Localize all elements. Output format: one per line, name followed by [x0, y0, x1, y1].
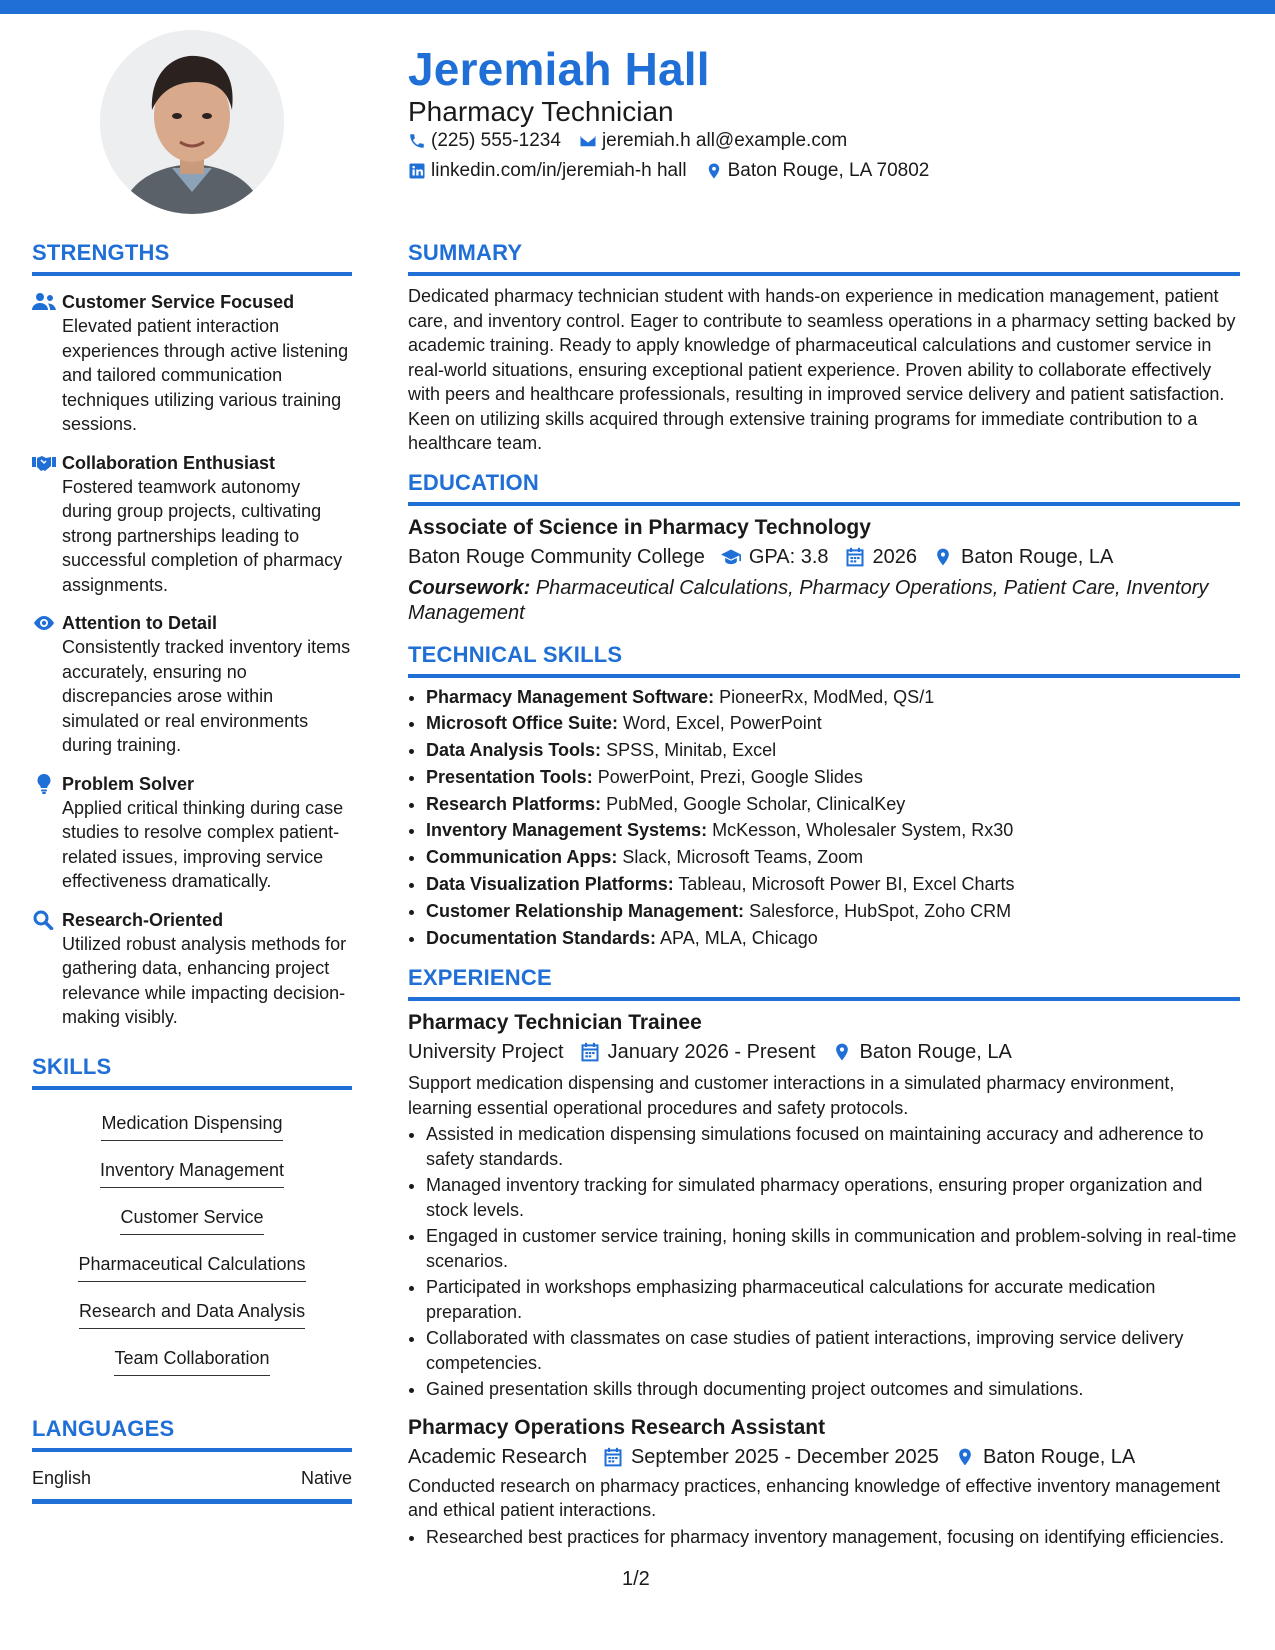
job-description: Support medication dispensing and customer interactions in a simulated pharmacy environment, learning essential operational procedures and safety protocols.: [408, 1073, 1175, 1118]
job-title: Pharmacy Operations Research Assistant: [408, 1415, 826, 1439]
calendar-icon: [845, 547, 865, 567]
strength-desc: Elevated patient interaction experiences through active listening and tailored communication techniques utilizing various training sessions.: [62, 316, 349, 434]
job-title: Pharmacy Technician Trainee: [408, 1011, 702, 1035]
tech-skill-item: [426, 737, 1240, 764]
education-heading: EDUCATION: [408, 470, 1240, 506]
tech-skill-label: Research Platforms:: [426, 793, 602, 814]
language-name: English: [32, 1467, 92, 1488]
strength-desc: Applied critical thinking during case studies to resolve complex patient-related issues, improving service effectiveness dramatically.: [62, 797, 344, 891]
contact-row-2: [408, 160, 947, 182]
job-location: Baton Rouge, LA: [982, 1445, 1136, 1468]
job-bullet: • Assisted in medication dispensing simulations focused on maintaining accuracy and adherence to safety standards.: [426, 1122, 1240, 1171]
right-column: [408, 240, 1240, 1551]
languages-heading: LANGUAGES: [32, 1416, 352, 1452]
phone-text: (225) 555-1234: [431, 130, 561, 151]
lightbulb-icon: [32, 774, 56, 794]
job-org: University Project: [408, 1041, 564, 1064]
education-location: Baton Rouge, LA: [961, 545, 1114, 568]
job-org: Academic Research: [408, 1445, 587, 1468]
technical-skills-list: [408, 684, 1240, 952]
tech-skill-value: Tableau, Microsoft Power BI, Excel Charts: [678, 874, 1015, 895]
strength-item: [32, 908, 352, 1030]
candidate-name: Jeremiah Hall: [408, 43, 710, 95]
contact-row-1: [408, 130, 865, 152]
summary-text: Dedicated pharmacy technician student with hands-on experience in medication management, patient care, and inventory control. Eager to contribute to seamless operations in a pharmacy setting backed by academic training. Ready to apply knowledge of pharmaceutical calculations and customer service in real-world situations, ensuring exceptional patient experience. Proven ability to collaborate effectively with peers and healthcare professionals, resulting in improved service delivery and patient satisfaction. Keen on utilizing skills acquired through extensive training programs for immediate contribution to a healthcare team.: [408, 286, 1236, 453]
tech-skill-label: Data Analysis Tools:: [426, 740, 602, 761]
map-pin-icon: [933, 547, 953, 567]
job-meta: [408, 1037, 1240, 1067]
profile-photo: [100, 30, 284, 214]
strength-item: [32, 611, 352, 758]
coursework: [408, 576, 1240, 626]
tech-skill-item: [426, 844, 1240, 871]
tech-skill-label: Pharmacy Management Software:: [426, 686, 715, 707]
tech-skill-value: Word, Excel, PowerPoint: [623, 713, 822, 734]
skills-heading: SKILLS: [32, 1054, 352, 1090]
school-name: Baton Rouge Community College: [408, 545, 705, 568]
strengths-heading: STRENGTHS: [32, 240, 352, 276]
tech-skill-label: Microsoft Office Suite:: [426, 713, 619, 734]
strength-item: [32, 451, 352, 598]
skill-tag: Pharmaceutical Calculations: [78, 1248, 305, 1282]
linkedin-icon: [408, 162, 426, 180]
email-item[interactable]: [579, 130, 847, 152]
skill-tag: Customer Service: [120, 1201, 263, 1235]
job-bullets: [408, 1122, 1240, 1402]
tech-skill-item: [426, 791, 1240, 818]
education-meta: [408, 542, 1240, 572]
phone-item[interactable]: [408, 130, 561, 152]
tech-skill-label: Customer Relationship Management:: [426, 900, 745, 921]
search-icon: [32, 910, 56, 930]
tech-skill-label: Inventory Management Systems:: [426, 820, 708, 841]
linkedin-item[interactable]: [408, 160, 687, 182]
strength-title: Attention to Detail: [62, 613, 217, 633]
tech-skill-value: SPSS, Minitab, Excel: [606, 740, 777, 761]
skill-tag: Medication Dispensing: [101, 1107, 282, 1141]
tech-skill-value: PowerPoint, Prezi, Google Slides: [597, 766, 863, 787]
skill-tag: Inventory Management: [100, 1154, 284, 1188]
skills-list: [32, 1100, 352, 1382]
gpa: GPA: 3.8: [748, 545, 829, 568]
tech-skill-item: [426, 817, 1240, 844]
tech-skill-item: [426, 710, 1240, 737]
strength-desc: Consistently tracked inventory items accurately, ensuring no discrepancies arose within simulated or real environments during training.: [62, 637, 351, 755]
calendar-icon: [603, 1447, 623, 1467]
candidate-role: Pharmacy Technician: [408, 96, 674, 127]
tech-skill-item: [426, 764, 1240, 791]
job-location: Baton Rouge, LA: [859, 1041, 1012, 1064]
job-bullet: • Gained presentation skills through documenting project outcomes and simulations.: [426, 1377, 1240, 1402]
job-bullet: • Participated in workshops emphasizing pharmaceutical calculations for accurate medication preparation.: [426, 1275, 1240, 1324]
graduation-year: 2026: [872, 545, 917, 568]
email-icon: [579, 132, 597, 150]
tech-skill-label: Communication Apps:: [426, 847, 618, 868]
map-pin-icon: [705, 162, 723, 180]
coursework-label: Coursework:: [408, 576, 531, 599]
map-pin-icon: [955, 1447, 975, 1467]
users-icon: [32, 292, 56, 312]
job-bullets: [408, 1525, 1240, 1550]
job-bullet: • Engaged in customer service training, honing skills in communication and problem-solving in real-time scenarios.: [426, 1224, 1240, 1273]
summary-heading: SUMMARY: [408, 240, 1240, 276]
tech-skill-item: [426, 684, 1240, 711]
job-bullet: • Managed inventory tracking for simulated pharmacy operations, ensuring proper organization and stock levels.: [426, 1173, 1240, 1222]
top-accent-bar: [0, 0, 1275, 14]
strength-item: [32, 772, 352, 894]
coursework-text: Pharmaceutical Calculations, Pharmacy Operations, Patient Care, Inventory Management: [408, 576, 1209, 624]
handshake-icon: [32, 453, 56, 473]
tech-skill-label: Presentation Tools:: [426, 766, 593, 787]
job-bullet: • Collaborated with classmates on case studies of patient interactions, improving service delivery competencies.: [426, 1326, 1240, 1375]
graduation-cap-icon: [721, 547, 741, 567]
map-pin-icon: [832, 1042, 852, 1062]
strength-desc: Fostered teamwork autonomy during group projects, cultivating strong partnerships leading to successful completion of pharmacy assignments.: [62, 476, 343, 595]
tech-skill-value: Slack, Microsoft Teams, Zoom: [622, 847, 864, 868]
strength-title: Problem Solver: [62, 773, 195, 794]
strength-title: Collaboration Enthusiast: [62, 452, 276, 473]
linkedin-text: linkedin.com/in/jeremiah-h hall: [431, 160, 687, 181]
strength-desc: Utilized robust analysis methods for gathering data, enhancing project relevance while impacting decision-making visibly.: [62, 933, 347, 1027]
job-dates: September 2025 - December 2025: [630, 1445, 939, 1468]
calendar-icon: [580, 1042, 600, 1062]
tech-skill-value: PioneerRx, ModMed, QS/1: [719, 686, 935, 707]
job-description: Conducted research on pharmacy practices, enhancing knowledge of effective inventory management and ethical patient interactions.: [408, 1475, 1221, 1521]
location-item: [705, 160, 930, 182]
tech-skill-item: [426, 898, 1240, 925]
language-level: Native: [300, 1467, 352, 1488]
page-number: 1/2: [622, 1568, 650, 1590]
left-column: [32, 240, 352, 1504]
language-row: [32, 1468, 352, 1504]
job-bullet: • Researched best practices for pharmacy inventory management, focusing on identifying efficiencies.: [426, 1525, 1240, 1550]
tech-skill-value: McKesson, Wholesaler System, Rx30: [712, 820, 1014, 841]
strength-item: [32, 290, 352, 437]
tech-skill-value: PubMed, Google Scholar, ClinicalKey: [606, 793, 906, 814]
job-dates: January 2026 - Present: [607, 1041, 816, 1064]
tech-skill-item: [426, 871, 1240, 898]
tech-skill-item: [426, 925, 1240, 952]
tech-skill-label: Data Visualization Platforms:: [426, 874, 674, 895]
tech-skill-value: Salesforce, HubSpot, Zoho CRM: [749, 900, 1012, 921]
degree-title: Associate of Science in Pharmacy Technology: [408, 515, 871, 539]
phone-icon: [408, 132, 426, 150]
experience-heading: EXPERIENCE: [408, 965, 1240, 1001]
technical-skills-heading: TECHNICAL SKILLS: [408, 642, 1240, 678]
location-text: Baton Rouge, LA 70802: [727, 160, 930, 181]
skill-tag: Team Collaboration: [114, 1342, 269, 1376]
strength-title: Research-Oriented: [62, 909, 224, 930]
strength-title: Customer Service Focused: [62, 292, 295, 312]
tech-skill-value: APA, MLA, Chicago: [660, 927, 818, 948]
eye-icon: [32, 613, 56, 633]
skill-tag: Research and Data Analysis: [79, 1295, 305, 1329]
email-text: jeremiah.h all@example.com: [601, 130, 848, 151]
tech-skill-label: Documentation Standards:: [426, 927, 657, 948]
job-meta: [408, 1442, 1240, 1472]
